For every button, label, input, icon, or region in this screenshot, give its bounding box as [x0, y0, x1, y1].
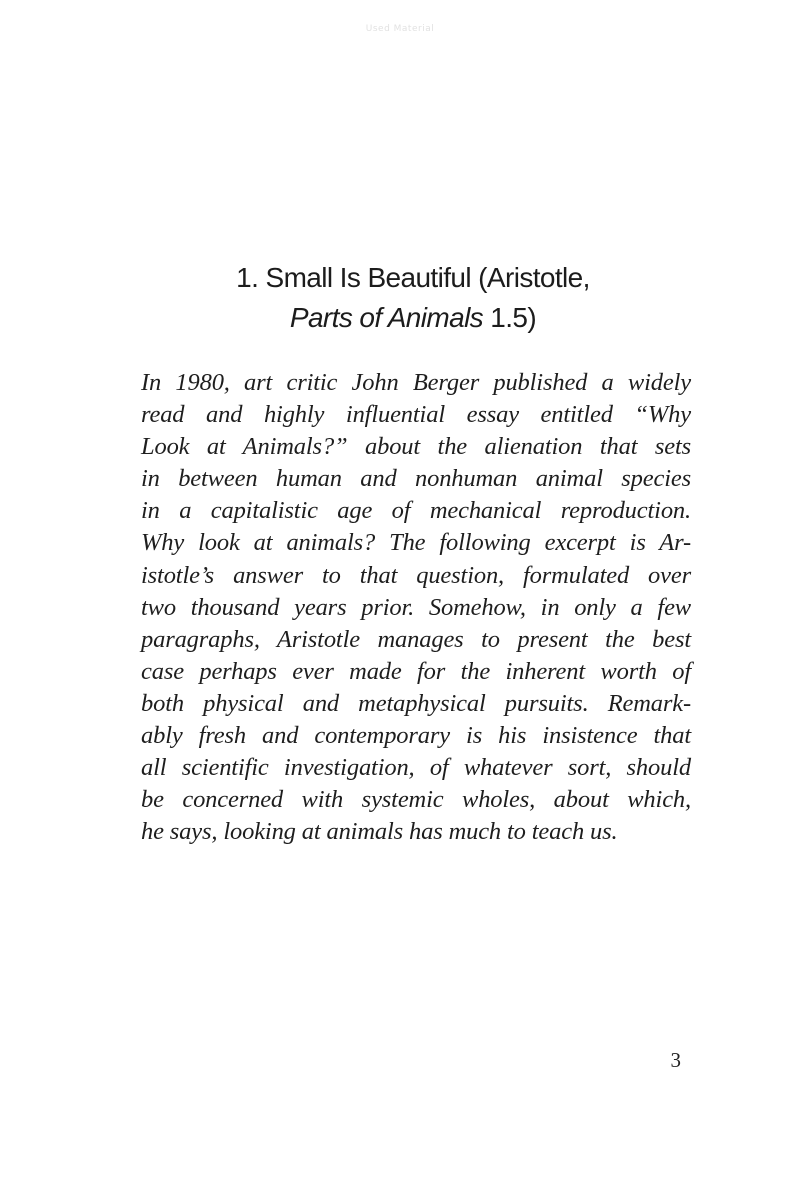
intro-line: in a capitalistic age of mechanical reproduction.: [141, 497, 691, 525]
chapter-title-reference: 1.5): [483, 302, 537, 333]
intro-line: be concerned with systemic wholes, about which,: [141, 786, 691, 814]
chapter-title-line-1: 1. Small Is Beautiful (Aristotle,: [236, 262, 590, 293]
intro-paragraph: [141, 367, 691, 848]
chapter-title-work: Parts of Animals: [289, 302, 484, 333]
intro-line: in between human and nonhuman animal species: [141, 465, 691, 493]
intro-line: both physical and metaphysical pursuits. Remark-: [141, 689, 691, 717]
intro-line: two thousand years prior. Somehow, in only a few: [141, 593, 691, 621]
chapter-title: [0, 258, 800, 338]
intro-line: paragraphs, Aristotle manages to present the best: [141, 625, 691, 653]
intro-line: istotle’s answer to that question, formulated over: [141, 561, 691, 589]
intro-line: case perhaps ever made for the inherent worth of: [141, 657, 691, 685]
intro-line: all scientific investigation, of whatever sort, should: [141, 754, 691, 782]
intro-line: Why look at animals? The following excerpt is Ar-: [141, 529, 691, 557]
chapter-title-line-2: [0, 298, 800, 338]
intro-line: he says, looking at animals has much to teach us.: [141, 818, 618, 846]
intro-line: In 1980, art critic John Berger published a widely: [141, 369, 691, 396]
intro-line: ably fresh and contemporary is his insistence that: [141, 722, 691, 750]
watermark-text: Used Material: [365, 24, 435, 34]
intro-line: Look at Animals?” about the alienation that sets: [141, 433, 691, 461]
page-number: 3: [670, 1048, 681, 1072]
intro-line: read and highly influential essay entitled “Why: [141, 401, 691, 429]
